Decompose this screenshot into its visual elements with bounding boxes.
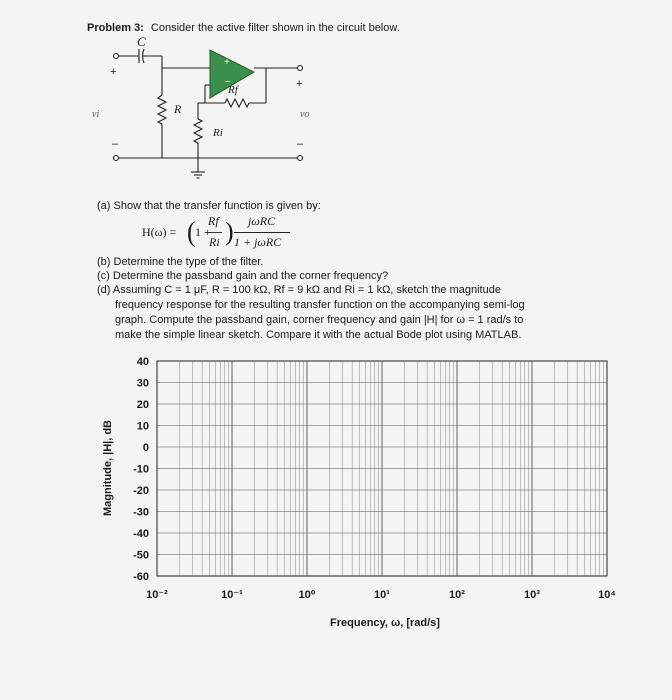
y-tick-label: -30 xyxy=(133,506,149,519)
part-a-text: (a) Show that the transfer function is given by: xyxy=(97,200,321,212)
capacitor-label: C xyxy=(137,34,146,49)
equation-open-paren: ( xyxy=(187,215,196,248)
equation-ri: Ri xyxy=(209,235,220,249)
part-d-line1: (d) Assuming C = 1 μF, R = 100 kΩ, Rf = 9 kΩ and Ri = 1 kΩ, sketch the magnitude xyxy=(97,284,501,296)
ri-label: Ri xyxy=(213,127,223,139)
problem-label: Problem 3: xyxy=(87,22,144,34)
part-d-line3: graph. Compute the passband gain, corner frequency and gain |H| for ω = 1 rad/s to xyxy=(115,314,524,326)
r-label: R xyxy=(174,102,182,116)
opamp-minus-label: – xyxy=(225,76,231,87)
part-c-text: (c) Determine the passband gain and the corner frequency? xyxy=(97,270,389,282)
input-minus-sign: – xyxy=(112,138,119,150)
x-tick-label: 10⁴ xyxy=(598,589,616,601)
x-tick-label: 10⁰ xyxy=(298,589,316,601)
y-tick-label: -50 xyxy=(133,549,149,562)
y-tick-label: 10 xyxy=(136,420,149,433)
rf-label: Rf xyxy=(228,84,238,96)
chart-y-axis-title: Magnitude, |H|, dB xyxy=(102,420,114,516)
part-d-line2: frequency response for the resulting transfer function on the accompanying semi-log xyxy=(115,299,525,311)
chart-x-axis-title: Frequency, ω, [rad/s] xyxy=(330,617,440,629)
y-tick-label: -10 xyxy=(133,463,149,476)
y-tick-label: -40 xyxy=(133,528,149,540)
x-tick-label: 10² xyxy=(449,589,465,601)
part-b-text: (b) Determine the type of the filter. xyxy=(97,256,264,268)
output-minus-sign: – xyxy=(297,138,304,150)
y-tick-label: -20 xyxy=(133,485,149,497)
equation-one-plus: 1 + xyxy=(195,225,211,239)
equation-close-paren: ) xyxy=(225,217,234,246)
equation-rf: Rf xyxy=(208,214,219,228)
equation-lhs: H(ω) = xyxy=(142,225,177,239)
part-d-line4: make the simple linear sketch. Compare it with the actual Bode plot using MATLAB. xyxy=(115,329,522,341)
vo-label: vo xyxy=(300,109,310,120)
y-tick-label: 30 xyxy=(136,377,149,390)
equation-denominator: 1 + jωRC xyxy=(234,235,282,249)
input-plus-sign: + xyxy=(110,66,117,78)
y-tick-label: -60 xyxy=(133,571,149,583)
equation-numerator: jωRC xyxy=(248,214,276,228)
y-tick-label: 40 xyxy=(136,356,149,368)
y-tick-label: 20 xyxy=(136,399,149,411)
x-tick-label: 10³ xyxy=(524,589,540,601)
x-tick-label: 10⁻² xyxy=(146,589,168,601)
problem-statement: Consider the active filter shown in the circuit below. xyxy=(150,22,400,34)
y-tick-label: 0 xyxy=(142,442,149,454)
chart-y-tick-labels xyxy=(133,356,149,583)
x-tick-label: 10⁻¹ xyxy=(221,589,243,601)
chart-x-tick-labels xyxy=(146,589,616,601)
x-tick-label: 10¹ xyxy=(374,589,390,601)
opamp-plus-label: + xyxy=(224,57,230,68)
output-plus-sign: + xyxy=(296,78,303,90)
vi-label: vi xyxy=(92,109,100,120)
